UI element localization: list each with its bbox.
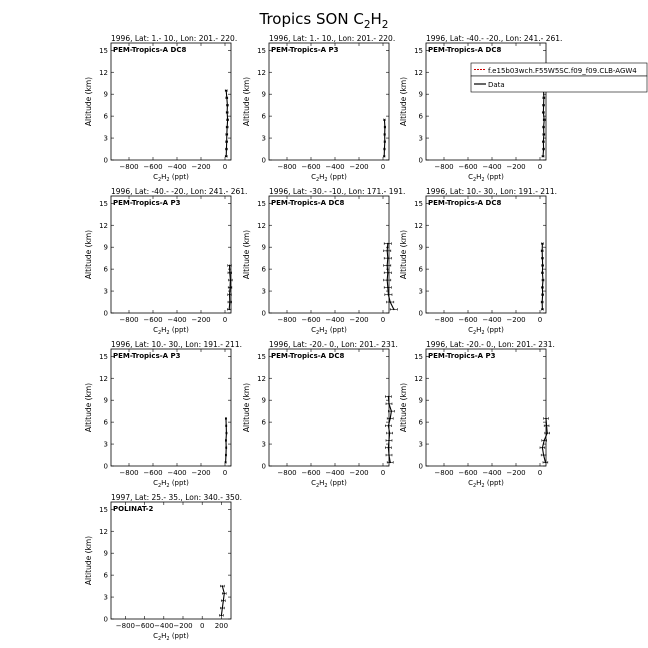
y-tick-label: 6 — [418, 418, 423, 427]
panel-8 — [242, 340, 398, 489]
data-point — [223, 593, 225, 595]
data-point — [545, 462, 547, 464]
x-tick-label: −400 — [482, 469, 502, 477]
x-tick-label: −800 — [434, 163, 454, 171]
data-line — [384, 120, 385, 157]
x-tick-label: −200 — [173, 622, 193, 630]
panel-header: 1996, Lat: -20.- 0., Lon: 201.- 231. — [426, 340, 555, 349]
x-tick-label: −400 — [482, 316, 502, 324]
data-point — [543, 112, 545, 114]
x-tick-label: 0 — [537, 163, 543, 171]
y-tick-label: 0 — [261, 309, 266, 318]
x-tick-label: −800 — [277, 163, 297, 171]
legend-label-model: f.e15b03wch.F55W5SC.f09_f09.CLB-AGW4 — [488, 67, 637, 75]
data-point — [388, 440, 390, 442]
plot-frame — [111, 196, 231, 313]
y-tick-label: 3 — [103, 134, 108, 143]
y-tick-label: 15 — [257, 199, 266, 208]
y-tick-label: 3 — [418, 440, 423, 449]
x-tick-label: −600 — [301, 469, 321, 477]
data-point — [384, 141, 386, 143]
data-point — [543, 126, 545, 128]
x-tick-label: −200 — [349, 316, 369, 324]
x-tick-label: −800 — [277, 316, 297, 324]
data-point — [225, 425, 227, 427]
x-tick-label: −400 — [167, 316, 187, 324]
campaign-label: PEM-Tropics-A DC8 — [428, 199, 502, 207]
data-point — [229, 265, 231, 267]
y-tick-label: 3 — [103, 440, 108, 449]
panel-header: 1996, Lat: -20.- 0., Lon: 201.- 231. — [269, 340, 398, 349]
x-axis-label: $C_2H_2$ (ppt) — [468, 479, 504, 489]
data-point — [225, 462, 227, 464]
y-tick-label: 6 — [418, 112, 423, 121]
y-tick-label: 12 — [414, 68, 423, 77]
data-point — [229, 301, 231, 303]
plot-frame — [269, 43, 389, 160]
data-point — [542, 257, 544, 259]
x-axis-label: $C_2H_2$ (ppt) — [153, 326, 189, 336]
panel-header: 1996, Lat: -40.- -20., Lon: 241.- 261. — [111, 187, 248, 196]
y-tick-label: 12 — [99, 68, 108, 77]
data-point — [230, 279, 232, 281]
y-axis-label: Altitude (km) — [242, 229, 251, 280]
data-point — [543, 134, 545, 136]
y-axis-label: Altitude (km) — [84, 76, 93, 127]
y-axis-label: Altitude (km) — [399, 382, 408, 433]
y-tick-label: 6 — [261, 112, 266, 121]
y-axis-label: Altitude (km) — [242, 76, 251, 127]
data-point — [222, 607, 224, 609]
y-tick-label: 3 — [103, 593, 108, 602]
x-tick-label: −800 — [434, 316, 454, 324]
y-tick-label: 15 — [99, 199, 108, 208]
y-tick-label: 12 — [257, 68, 266, 77]
data-point — [225, 454, 227, 456]
data-point — [389, 301, 391, 303]
x-tick-label: −600 — [301, 163, 321, 171]
data-point — [542, 287, 544, 289]
plot-frame — [111, 349, 231, 466]
data-point — [388, 396, 390, 398]
x-tick-label: −400 — [325, 469, 345, 477]
data-point — [225, 418, 227, 420]
data-point — [384, 119, 386, 121]
legend-label-data: Data — [488, 81, 505, 89]
data-point — [388, 454, 390, 456]
data-point — [541, 250, 543, 252]
x-axis-label: $C_2H_2$ (ppt) — [311, 326, 347, 336]
plot-frame — [269, 196, 389, 313]
data-point — [542, 279, 544, 281]
x-tick-label: −600 — [143, 469, 163, 477]
data-point — [388, 294, 390, 296]
data-point — [542, 156, 544, 158]
x-tick-label: 0 — [537, 316, 543, 324]
y-axis-label: Altitude (km) — [399, 229, 408, 280]
data-point — [225, 90, 227, 92]
y-tick-label: 12 — [257, 221, 266, 230]
panel-header: 1996, Lat: 1.- 10., Lon: 201.- 220. — [111, 34, 238, 43]
data-point — [389, 418, 391, 420]
x-tick-label: −600 — [458, 469, 478, 477]
x-tick-label: −200 — [349, 469, 369, 477]
panel-1 — [84, 34, 237, 183]
x-tick-label: −200 — [349, 163, 369, 171]
figure-title: Tropics SON $C_2H_2$ — [259, 10, 389, 31]
data-point — [226, 97, 228, 99]
y-tick-label: 3 — [418, 287, 423, 296]
plot-frame — [111, 43, 231, 160]
x-tick-label: −800 — [434, 469, 454, 477]
y-axis-label: Altitude (km) — [399, 76, 408, 127]
panel-header: 1997, Lat: 25.- 35., Lon: 340.- 350. — [111, 493, 242, 502]
campaign-label: PEM-Tropics-A P3 — [271, 46, 339, 54]
data-point — [546, 425, 548, 427]
data-point — [542, 309, 544, 311]
x-tick-label: −800 — [277, 469, 297, 477]
panel-5 — [242, 187, 405, 336]
legend — [471, 63, 647, 92]
x-tick-label: −200 — [506, 163, 526, 171]
panel-6 — [399, 187, 557, 336]
y-tick-label: 9 — [103, 90, 108, 99]
x-axis-label: $C_2H_2$ (ppt) — [468, 173, 504, 183]
data-point — [393, 309, 395, 311]
panels — [84, 34, 562, 642]
data-point — [386, 279, 388, 281]
y-tick-label: 6 — [261, 418, 266, 427]
x-tick-label: 0 — [380, 316, 386, 324]
data-point — [545, 418, 547, 420]
y-tick-label: 9 — [418, 396, 423, 405]
y-tick-label: 15 — [99, 352, 108, 361]
y-tick-label: 6 — [261, 265, 266, 274]
data-point — [226, 432, 228, 434]
data-point — [542, 272, 544, 274]
data-point — [222, 585, 224, 587]
data-point — [229, 294, 231, 296]
y-tick-label: 15 — [414, 352, 423, 361]
data-point — [383, 156, 385, 158]
data-line — [387, 244, 394, 310]
x-tick-label: 0 — [537, 469, 543, 477]
data-point — [227, 119, 229, 121]
y-axis-label: Altitude (km) — [84, 229, 93, 280]
y-tick-label: 15 — [99, 46, 108, 55]
y-tick-label: 0 — [103, 462, 108, 471]
data-point — [541, 301, 543, 303]
data-point — [386, 250, 388, 252]
y-tick-label: 3 — [261, 134, 266, 143]
plot-frame — [269, 349, 389, 466]
x-tick-label: −200 — [506, 316, 526, 324]
data-point — [542, 294, 544, 296]
data-point — [543, 148, 545, 150]
data-point — [542, 243, 544, 245]
y-tick-label: 6 — [103, 571, 108, 580]
data-point — [543, 141, 545, 143]
data-point — [391, 410, 393, 412]
data-point — [543, 440, 545, 442]
x-tick-label: −400 — [154, 622, 174, 630]
data-point — [227, 104, 229, 106]
x-tick-label: −800 — [119, 316, 139, 324]
data-point — [387, 257, 389, 259]
panel-4 — [84, 187, 247, 336]
x-tick-label: −600 — [143, 163, 163, 171]
x-tick-label: 0 — [222, 316, 228, 324]
data-point — [387, 272, 389, 274]
y-tick-label: 0 — [103, 309, 108, 318]
y-tick-label: 6 — [103, 265, 108, 274]
panel-header: 1996, Lat: -30.- -10., Lon: 171.- 191. — [269, 187, 406, 196]
data-point — [386, 265, 388, 267]
data-point — [225, 440, 227, 442]
data-point — [542, 265, 544, 267]
data-point — [226, 126, 228, 128]
x-tick-label: −200 — [191, 316, 211, 324]
data-point — [225, 156, 227, 158]
y-tick-label: 9 — [418, 90, 423, 99]
y-tick-label: 12 — [99, 527, 108, 536]
data-point — [226, 148, 228, 150]
panel-3 — [399, 34, 562, 183]
x-axis-label: $C_2H_2$ (ppt) — [468, 326, 504, 336]
plot-frame — [426, 43, 546, 160]
x-tick-label: −400 — [167, 163, 187, 171]
x-tick-label: −400 — [167, 469, 187, 477]
y-tick-label: 3 — [261, 287, 266, 296]
y-tick-label: 9 — [261, 90, 266, 99]
y-tick-label: 9 — [103, 549, 108, 558]
y-tick-label: 3 — [261, 440, 266, 449]
panel-header: 1996, Lat: 10.- 30., Lon: 191.- 211. — [111, 340, 242, 349]
y-tick-label: 12 — [99, 374, 108, 383]
y-tick-label: 12 — [414, 221, 423, 230]
data-point — [229, 287, 231, 289]
y-axis-label: Altitude (km) — [84, 382, 93, 433]
y-tick-label: 15 — [257, 352, 266, 361]
data-line — [543, 91, 544, 157]
y-tick-label: 15 — [414, 46, 423, 55]
data-line — [226, 91, 227, 157]
data-point — [543, 454, 545, 456]
data-point — [546, 432, 548, 434]
y-tick-label: 0 — [103, 615, 108, 624]
x-axis-label: $C_2H_2$ (ppt) — [153, 632, 189, 642]
data-point — [542, 447, 544, 449]
y-tick-label: 15 — [99, 505, 108, 514]
campaign-label: PEM-Tropics-A P3 — [428, 352, 496, 360]
panel-header: 1996, Lat: -40.- -20., Lon: 241.- 261. — [426, 34, 563, 43]
x-tick-label: 0 — [199, 622, 205, 630]
data-point — [543, 104, 545, 106]
x-tick-label: −400 — [325, 163, 345, 171]
data-point — [543, 119, 545, 121]
x-axis-label: $C_2H_2$ (ppt) — [153, 173, 189, 183]
panel-2 — [242, 34, 395, 183]
plot-frame — [426, 349, 546, 466]
data-point — [388, 447, 390, 449]
data-point — [223, 600, 225, 602]
y-tick-label: 9 — [103, 396, 108, 405]
y-tick-label: 0 — [103, 156, 108, 165]
y-tick-label: 3 — [103, 287, 108, 296]
data-point — [228, 309, 230, 311]
data-point — [221, 615, 223, 617]
data-point — [389, 432, 391, 434]
x-tick-label: −200 — [191, 469, 211, 477]
y-tick-label: 9 — [103, 243, 108, 252]
campaign-label: PEM-Tropics-A P3 — [113, 352, 181, 360]
data-point — [389, 462, 391, 464]
y-tick-label: 12 — [414, 374, 423, 383]
y-tick-label: 12 — [257, 374, 266, 383]
y-tick-label: 12 — [99, 221, 108, 230]
campaign-label: PEM-Tropics-A DC8 — [271, 199, 345, 207]
y-tick-label: 15 — [414, 199, 423, 208]
x-axis-label: $C_2H_2$ (ppt) — [311, 479, 347, 489]
x-tick-label: −200 — [506, 469, 526, 477]
x-tick-label: −400 — [482, 163, 502, 171]
y-tick-label: 0 — [418, 462, 423, 471]
y-tick-label: 9 — [261, 243, 266, 252]
x-tick-label: −600 — [458, 163, 478, 171]
x-tick-label: −600 — [301, 316, 321, 324]
x-tick-label: 0 — [380, 469, 386, 477]
campaign-label: POLINAT-2 — [113, 505, 154, 513]
y-axis-label: Altitude (km) — [242, 382, 251, 433]
data-point — [388, 425, 390, 427]
campaign-label: PEM-Tropics-A DC8 — [428, 46, 502, 54]
x-tick-label: 0 — [222, 469, 228, 477]
x-axis-label: $C_2H_2$ (ppt) — [311, 173, 347, 183]
y-tick-label: 9 — [418, 243, 423, 252]
y-tick-label: 6 — [418, 265, 423, 274]
x-tick-label: −800 — [115, 622, 136, 630]
data-point — [226, 141, 228, 143]
x-tick-label: 0 — [380, 163, 386, 171]
y-tick-label: 0 — [418, 156, 423, 165]
y-axis-label: Altitude (km) — [84, 535, 93, 586]
campaign-label: PEM-Tropics-A DC8 — [271, 352, 345, 360]
x-tick-label: −200 — [191, 163, 211, 171]
y-tick-label: 0 — [261, 462, 266, 471]
data-point — [387, 287, 389, 289]
y-tick-label: 6 — [103, 418, 108, 427]
x-tick-label: −800 — [119, 163, 139, 171]
panel-header: 1996, Lat: 10.- 30., Lon: 191.- 211. — [426, 187, 557, 196]
x-tick-label: −800 — [119, 469, 139, 477]
y-tick-label: 15 — [257, 46, 266, 55]
panel-9 — [399, 340, 555, 489]
data-point — [387, 243, 389, 245]
x-axis-label: $C_2H_2$ (ppt) — [153, 479, 189, 489]
campaign-label: PEM-Tropics-A P3 — [113, 199, 181, 207]
y-tick-label: 6 — [103, 112, 108, 121]
x-tick-label: −400 — [325, 316, 345, 324]
plot-frame — [111, 502, 231, 619]
campaign-label: PEM-Tropics-A DC8 — [113, 46, 187, 54]
y-tick-label: 0 — [261, 156, 266, 165]
x-tick-label: −600 — [134, 622, 155, 630]
data-point — [543, 97, 545, 99]
y-tick-label: 9 — [261, 396, 266, 405]
y-tick-label: 0 — [418, 309, 423, 318]
panel-10 — [84, 493, 242, 642]
data-point — [384, 148, 386, 150]
y-tick-label: 3 — [418, 134, 423, 143]
x-tick-label: 200 — [214, 622, 229, 630]
panel-7 — [84, 340, 242, 489]
data-point — [229, 272, 231, 274]
panel-header: 1996, Lat: 1.- 10., Lon: 201.- 220. — [269, 34, 396, 43]
plot-frame — [426, 196, 546, 313]
data-point — [384, 126, 386, 128]
data-point — [226, 134, 228, 136]
x-tick-label: −600 — [143, 316, 163, 324]
data-point — [225, 447, 227, 449]
data-point — [384, 134, 386, 136]
data-point — [226, 112, 228, 114]
x-tick-label: 0 — [222, 163, 228, 171]
x-tick-label: −600 — [458, 316, 478, 324]
data-line — [542, 244, 543, 310]
data-point — [388, 403, 390, 405]
